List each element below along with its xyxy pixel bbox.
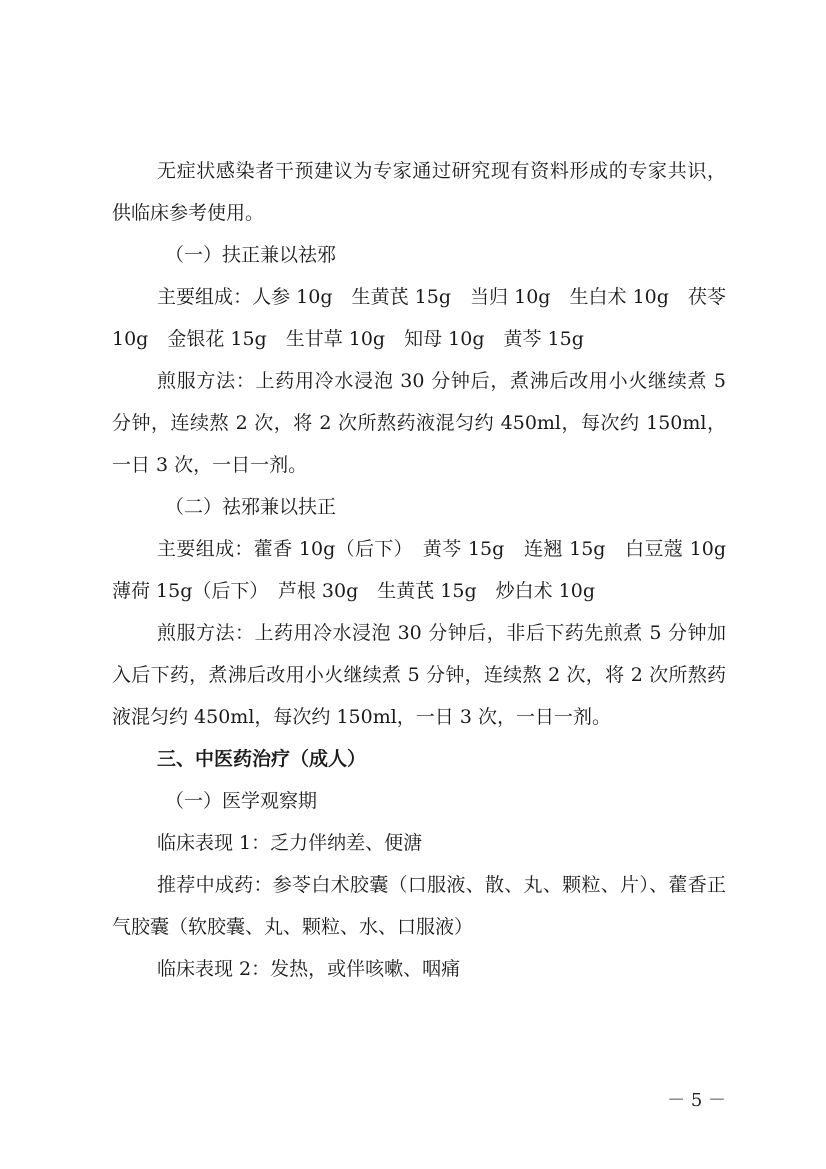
subheading-fuzheng-quxie: （一）扶正兼以祛邪 [165, 244, 337, 266]
composition-paragraph-2: 主要组成：藿香 10g（后下） 黄芩 15g 连翘 15g 白豆蔻 10g 薄荷 15g（后下） 芦根 30g 生黄芪 15g 炒白术 10g [112, 538, 746, 602]
page-number: － 5 － [667, 1090, 726, 1111]
document-body [112, 150, 746, 990]
composition-paragraph-1: 主要组成：人参 10g 生黄芪 15g 当归 10g 生白术 10g 茯苓 10g 金银花 15g 生甘草 10g 知母 10g 黄芩 15g [112, 286, 726, 350]
clinical-manifestation-2: 临床表现 2：发热，或伴咳嗽、咽痛 [157, 958, 461, 980]
intro-paragraph: 无症状感染者干预建议为专家通过研究现有资料形成的专家共识，供临床参考使用。 [112, 160, 726, 224]
clinical-manifestation-1: 临床表现 1：乏力伴纳差、便溏 [157, 832, 423, 854]
decoction-method-paragraph-2: 煎服方法：上药用冷水浸泡 30 分钟后，非后下药先煎煮 5 分钟加入后下药，煮沸后改用小火继续煮 5 分钟，连续熬 2 次，将 2 次所熬药液混匀约 450ml，每次约 150ml，一日 3 次，一日一剂。 [112, 622, 726, 728]
recommended-medicine-paragraph: 推荐中成药：参苓白术胶囊（口服液、散、丸、颗粒、片）、藿香正气胶囊（软胶囊、丸、颗粒、水、口服液） [112, 874, 726, 938]
section-heading-tcm-treatment: 三、中医药治疗（成人） [157, 748, 367, 770]
subheading-medical-observation: （一）医学观察期 [165, 790, 318, 812]
decoction-method-paragraph-1: 煎服方法：上药用冷水浸泡 30 分钟后，煮沸后改用小火继续煮 5 分钟，连续熬 2 次，将 2 次所熬药液混匀约 450ml，每次约 150ml，一日 3 次，一日一剂。 [112, 370, 726, 476]
subheading-quxie-fuzheng: （二）祛邪兼以扶正 [165, 496, 337, 518]
